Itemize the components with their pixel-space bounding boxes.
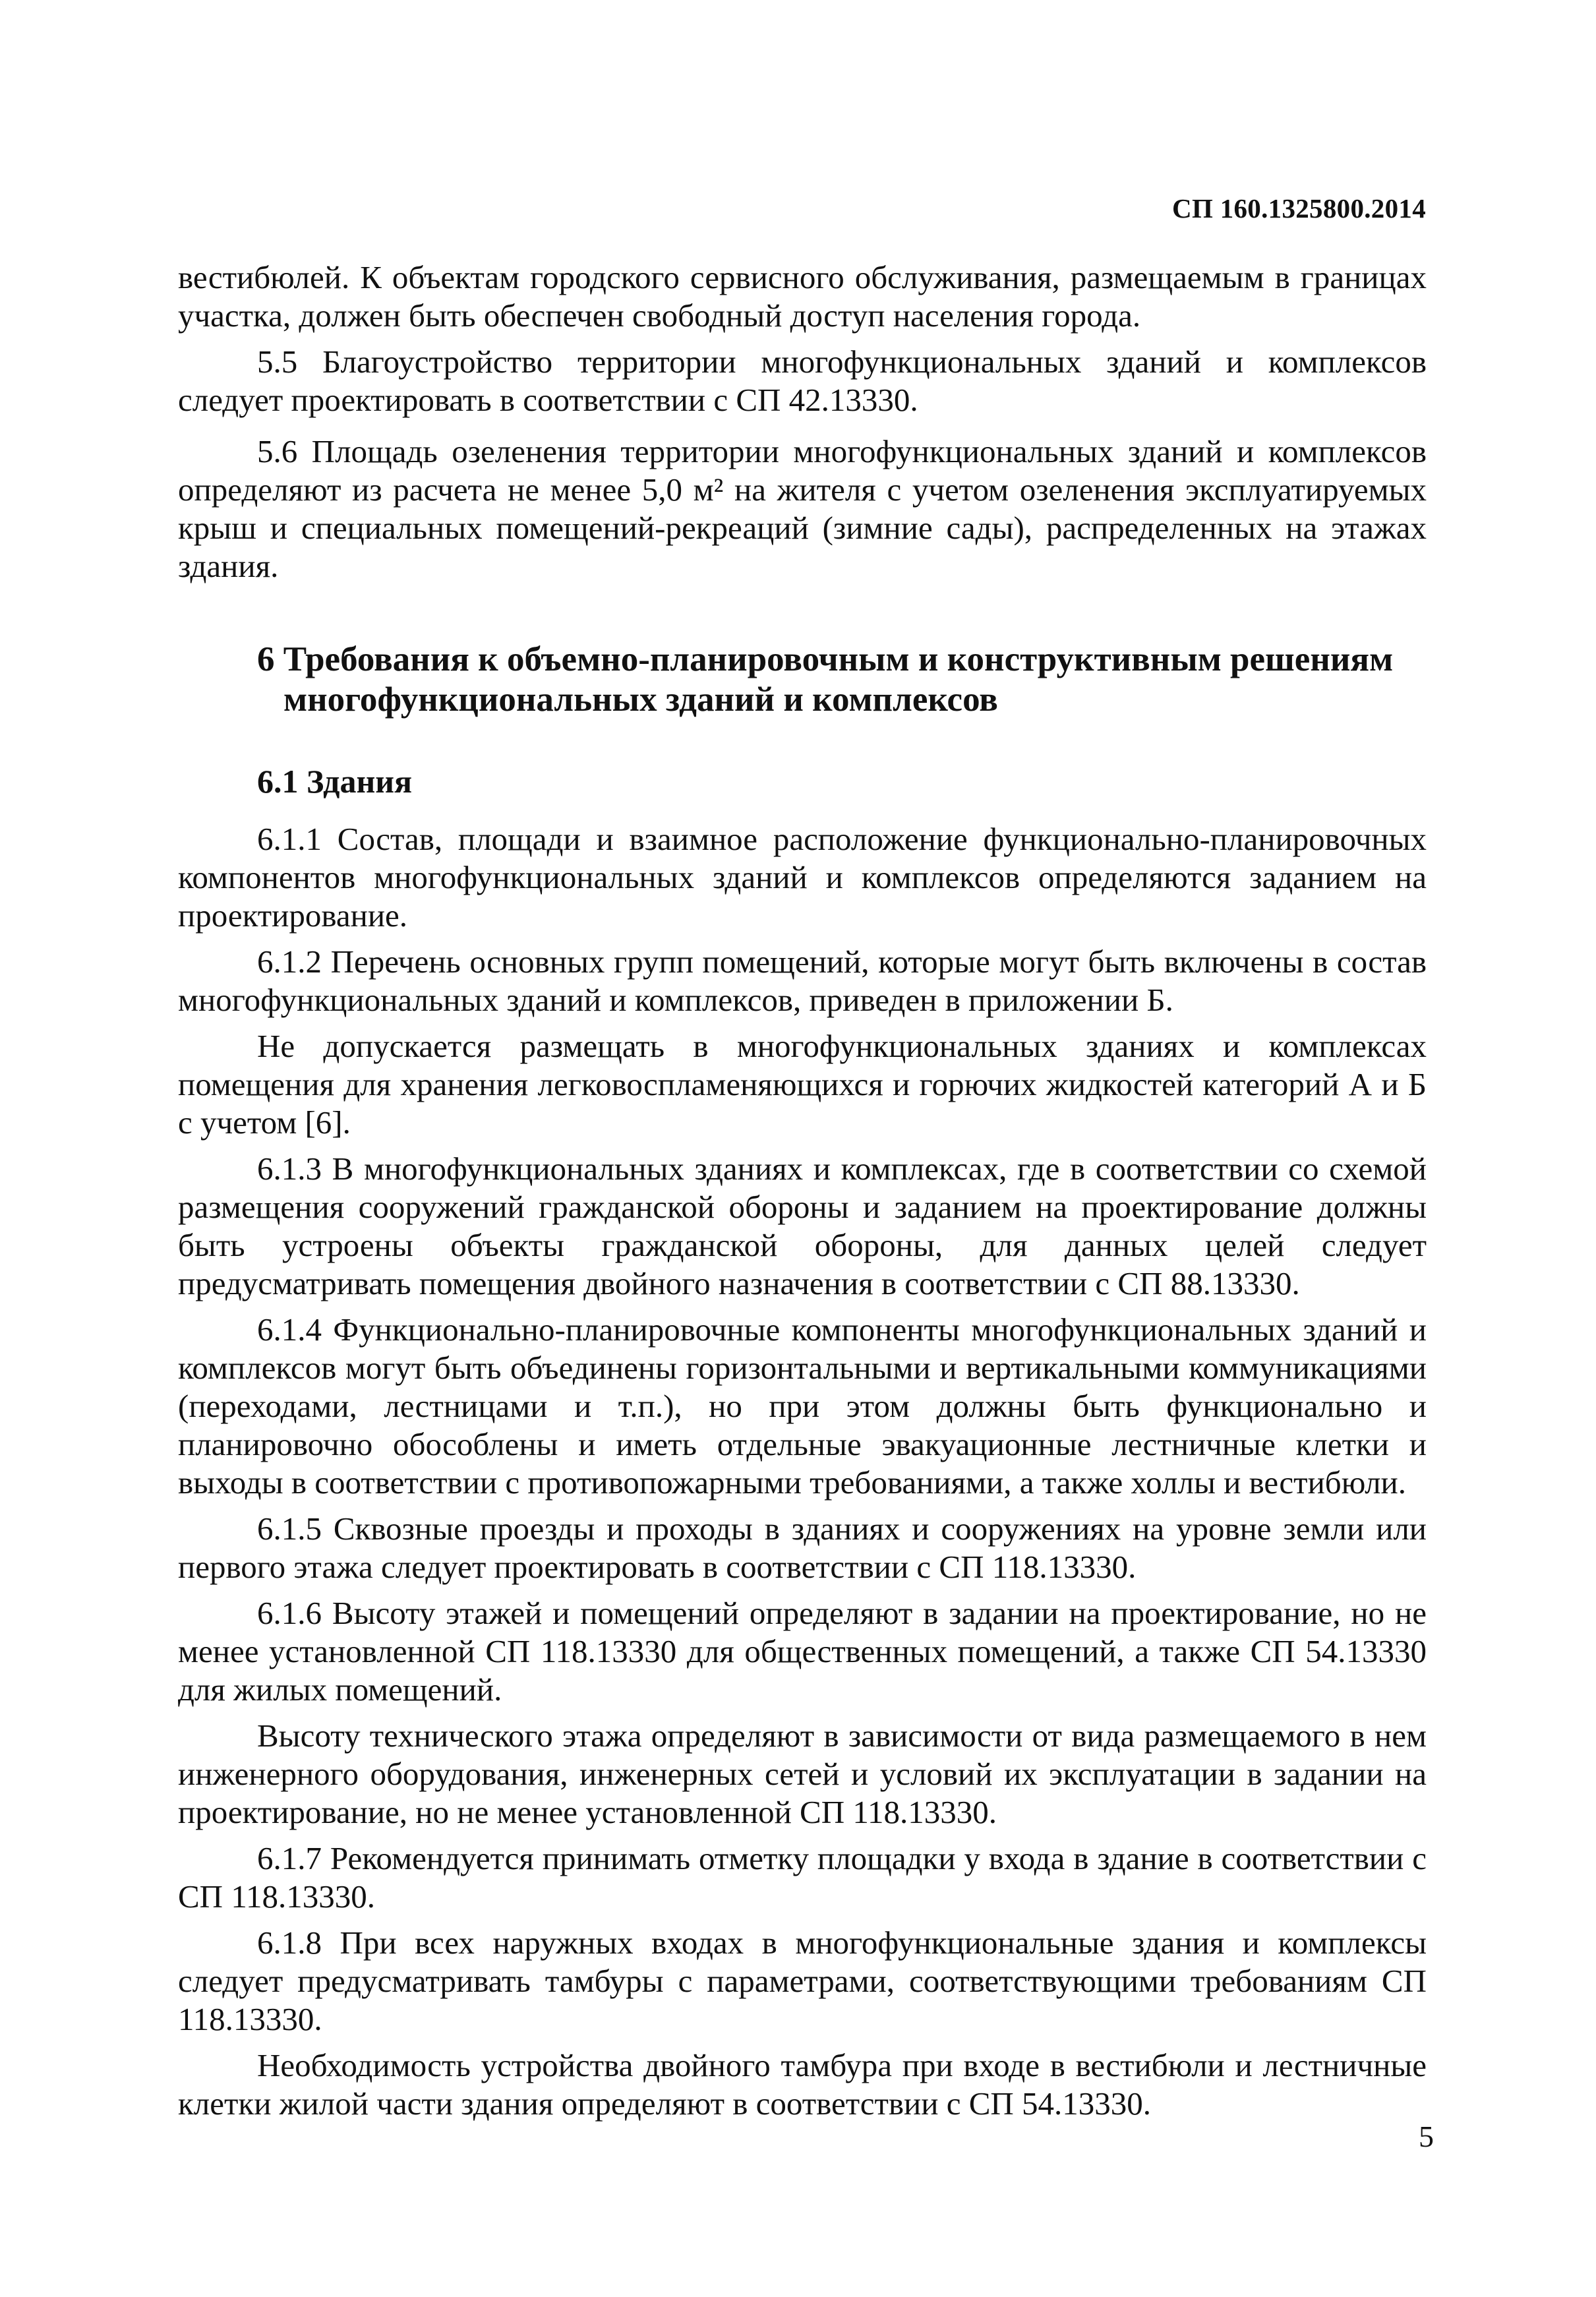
document-code-header: СП 160.1325800.2014 [1172,193,1426,224]
paragraph-6-1-6: 6.1.6 Высоту этажей и помещений определяют в задании на проектирование, но не менее установленной СП 118.13330 для общественных помещений, а также СП 54.13330 для жилых помещений. [178,1595,1427,1708]
paragraph-6-1-4: 6.1.4 Функционально-планировочные компоненты многофункциональных зданий и комплексов могут быть объединены горизонтальными и вертикальными коммуникациями (переходами, лестницами и т.п.), но при этом должны быть функционально и планировочно обособлены и иметь отдельные эвакуационные лестничные клетки и выходы в соответствии с противопожарными требованиями, а также холлы и вестибюли. [178,1311,1427,1501]
paragraph-vestibule-continuation: вестибюлей. К объектам городского сервисного обслуживания, размещаемым в границах участка, должен быть обеспечен свободный доступ населения города. [178,259,1427,334]
paragraph-6-1-3: 6.1.3 В многофункциональных зданиях и комплексах, где в соответствии со схемой размещения сооружений гражданской обороны и заданием на проектирование должны быть устроены объекты гражданской обороны, для данных целей следует предусматривать помещения двойного назначения в соответствии с СП 88.13330. [178,1150,1427,1301]
paragraph-5-5: 5.5 Благоустройство территории многофункциональных зданий и комплексов следует проектировать в соответствии с СП 42.13330. [178,343,1427,418]
section-6-title-line2: многофункциональных зданий и комплексов [283,680,998,719]
section-6-title-line1: 6 Требования к объемно-планировочным и конструктивным решениям [257,640,1394,678]
section-6-title [178,640,1427,720]
document-body [178,258,1427,2123]
paragraph-6-1-8: 6.1.8 При всех наружных входах в многофункциональные здания и комплексы следует предусматривать тамбуры с параметрами, соответствующими требованиям СП 118.13330. [178,1924,1427,2037]
paragraph-6-1-2-b: Не допускается размещать в многофункциональных зданиях и комплексах помещения для хранения легковоспламеняющихся и горючих жидкостей категорий А и Б с учетом [6]. [178,1028,1427,1141]
paragraph-6-1-8-b: Необходимость устройства двойного тамбура при входе в вестибюли и лестничные клетки жилой части здания определяют в соответствии с СП 54.13330. [178,2047,1427,2122]
paragraph-6-1-7: 6.1.7 Рекомендуется принимать отметку площадки у входа в здание в соответствии с СП 118.13330. [178,1840,1427,1915]
page-number: 5 [1419,2120,1434,2153]
paragraph-6-1-6-b: Высоту технического этажа определяют в зависимости от вида размещаемого в нем инженерного оборудования, инженерных сетей и условий их эксплуатации в задании на проектирование, но не менее установленной СП 118.13330. [178,1717,1427,1830]
paragraph-6-1-5: 6.1.5 Сквозные проезды и проходы в зданиях и сооружениях на уровне земли или первого этажа следует проектировать в соответствии с СП 118.13330. [178,1510,1427,1585]
paragraph-6-1-1: 6.1.1 Состав, площади и взаимное расположение функционально-планировочных компонентов многофункциональных зданий и комплексов определяются заданием на проектирование. [178,821,1427,934]
subsection-6-1-title: 6.1 Здания [257,763,413,800]
paragraph-6-1-2: 6.1.2 Перечень основных групп помещений, которые могут быть включены в состав многофункциональных зданий и комплексов, приведен в приложении Б. [178,943,1427,1018]
paragraph-5-6: 5.6 Площадь озеленения территории многофункциональных зданий и комплексов определяют из расчета не менее 5,0 м² на жителя с учетом озеленения эксплуатируемых крыш и специальных помещений-рекреаций (зимние сады), распределенных на этажах здания. [178,433,1427,584]
